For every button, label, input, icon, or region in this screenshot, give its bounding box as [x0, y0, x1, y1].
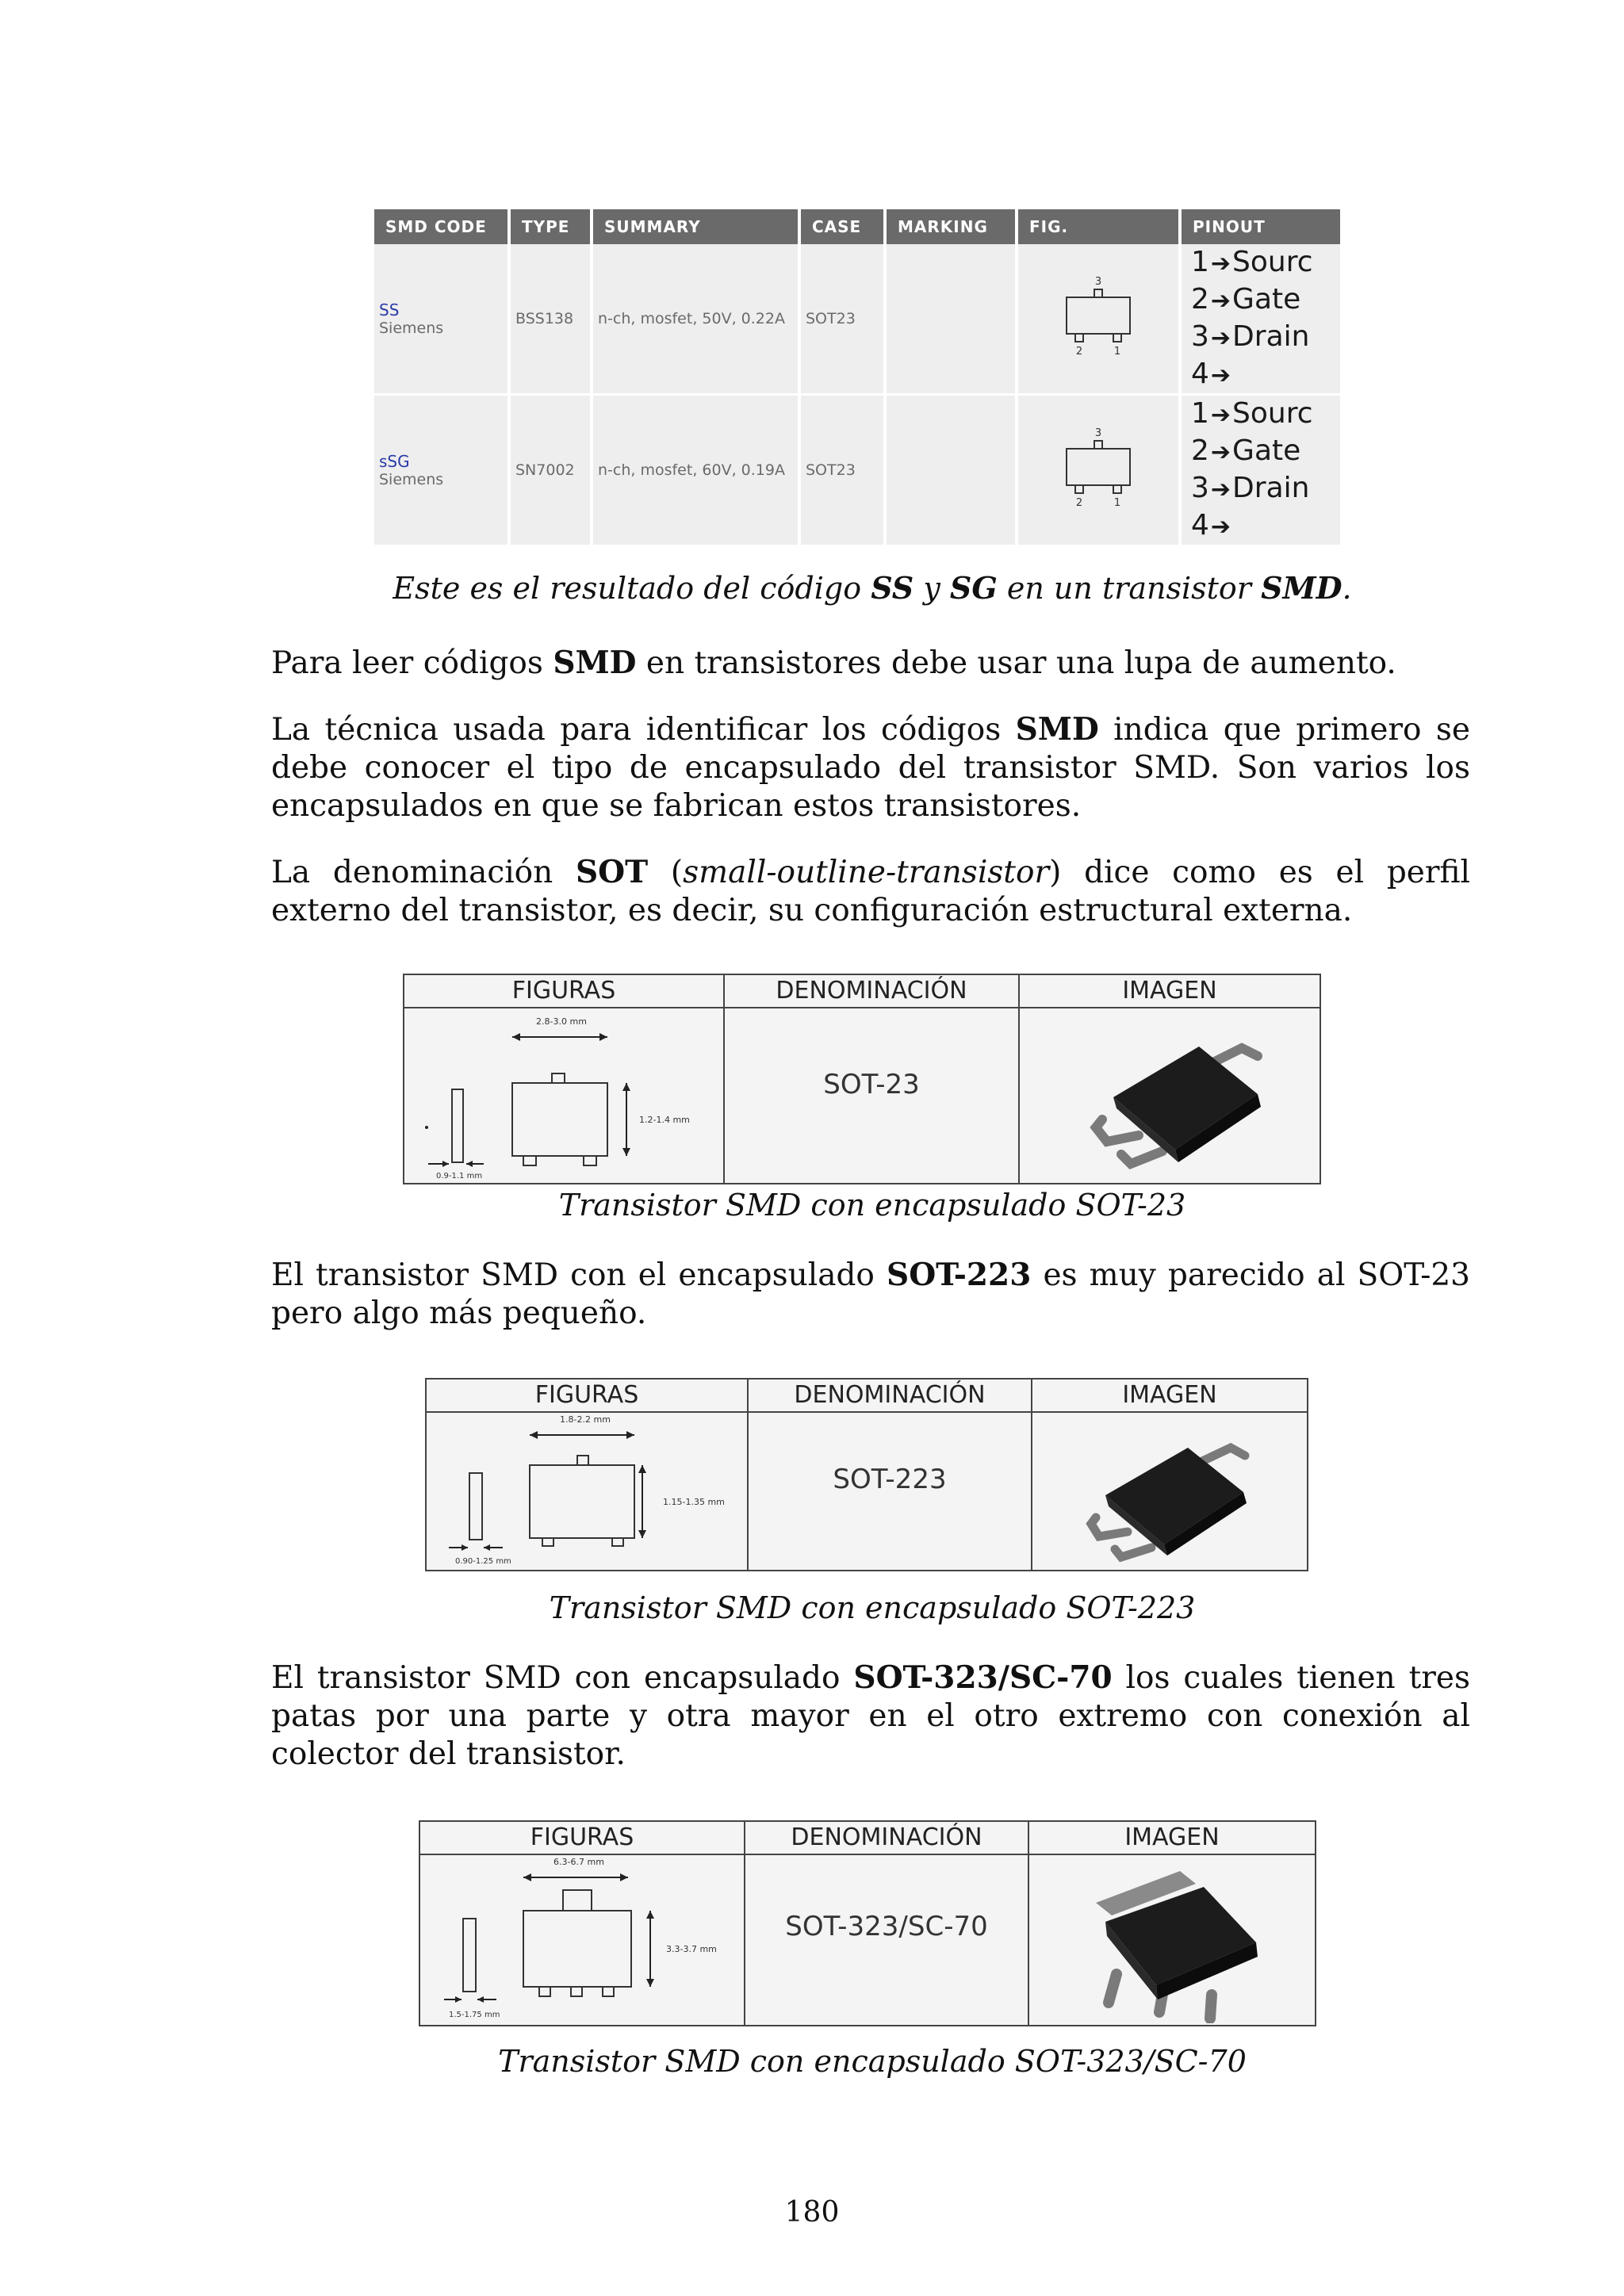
header-figuras: FIGURAS — [511, 977, 616, 1004]
fig-cell — [1017, 395, 1180, 546]
sot23-pin-diagram — [1023, 425, 1174, 512]
col-header-type: TYPE — [509, 209, 592, 244]
header-denominacion: DENOMINACIÓN — [791, 1823, 982, 1851]
marking-cell — [885, 244, 1017, 395]
header-imagen: IMAGEN — [1122, 977, 1217, 1004]
col-header-summary: SUMMARY — [592, 209, 799, 244]
header-figuras: FIGURAS — [534, 1381, 639, 1409]
package-name: SOT-23 — [823, 1069, 920, 1100]
col-header-marking: MARKING — [885, 209, 1017, 244]
paragraph: Para leer códigos SMD en transistores debe usar una lupa de aumento. — [271, 645, 1396, 681]
package-figure-sot223 — [425, 1378, 1308, 1571]
side-dimension-label: 0.9-1.1 mm — [436, 1172, 483, 1181]
figure-caption: Transistor SMD con encapsulado SOT-323/SC-70 — [498, 2044, 1247, 2079]
table-caption: Este es el resultado del código SS y SG en un transistor SMD. — [393, 570, 1352, 606]
paragraph: La técnica usada para identificar los códigos SMD indica que primero se debe conocer el tipo de encapsulado del transistor SMD. Son varios los encapsulados en que se fabrican estos transistores. — [271, 711, 1471, 824]
height-dimension-label: 1.15-1.35 mm — [663, 1497, 725, 1507]
header-imagen: IMAGEN — [1122, 1381, 1217, 1409]
arrow-icon: ➔ — [1210, 362, 1231, 389]
height-dimension-label: 3.3-3.7 mm — [666, 1944, 717, 1954]
arrow-icon: ➔ — [1210, 401, 1231, 429]
page-number: 180 — [784, 2196, 840, 2229]
pinout-item: 3➔Drain — [1191, 472, 1310, 504]
type-cell: SN7002 — [509, 395, 592, 546]
pin-label-2: 2 — [1075, 345, 1083, 358]
dimension-drawing — [404, 1008, 722, 1181]
marking-cell — [885, 395, 1017, 546]
pinout-item: 2➔Gate — [1191, 283, 1301, 316]
pinout-item: 1➔Sourc — [1191, 397, 1313, 430]
pin-label-1: 1 — [1113, 496, 1121, 509]
dimension-drawing — [420, 1855, 742, 2023]
transistor-package-image — [1029, 1855, 1315, 2023]
width-dimension-label: 2.8-3.0 mm — [536, 1016, 587, 1027]
smd-code-cell — [374, 395, 509, 546]
arrow-icon: ➔ — [1210, 324, 1231, 352]
sot23-pin-diagram — [1023, 274, 1174, 361]
smd-code: SS — [379, 300, 400, 320]
pinout-item: 2➔Gate — [1191, 434, 1301, 467]
package-name: SOT-223 — [833, 1464, 947, 1495]
pinout-item: 3➔Drain — [1191, 320, 1310, 353]
summary-cell: n-ch, mosfet, 60V, 0.19A — [592, 395, 799, 546]
paragraph: El transistor SMD con el encapsulado SOT-223 es muy parecido al SOT-23 pero algo más pequeño. — [271, 1257, 1470, 1331]
pinout-item: 4➔ — [1191, 509, 1231, 541]
manufacturer: Siemens — [379, 471, 444, 488]
header-figuras: FIGURAS — [530, 1823, 634, 1851]
arrow-icon: ➔ — [1210, 250, 1231, 277]
type-cell: BSS138 — [509, 244, 592, 395]
arrow-icon: ➔ — [1210, 438, 1231, 466]
side-dimension-label: 0.90-1.25 mm — [455, 1557, 511, 1566]
arrow-icon: ➔ — [1210, 476, 1231, 503]
pinout-cell — [1180, 244, 1342, 395]
smd-code: sSG — [379, 452, 410, 471]
height-dimension-label: 1.2-1.4 mm — [639, 1115, 690, 1125]
col-header-case: CASE — [799, 209, 885, 244]
paragraph: La denominación SOT (small-outline-transistor) dice como es el perfil externo del transistor, es decir, su configuración estructural externa. — [271, 854, 1470, 928]
smd-code-cell — [374, 244, 509, 395]
width-dimension-label: 1.8-2.2 mm — [560, 1414, 611, 1425]
manufacturer: Siemens — [379, 320, 444, 337]
figure-caption: Transistor SMD con encapsulado SOT-223 — [549, 1590, 1196, 1625]
dimension-drawing — [427, 1413, 745, 1568]
pinout-item: 1➔Sourc — [1191, 246, 1313, 278]
figure-caption: Transistor SMD con encapsulado SOT-23 — [558, 1188, 1186, 1223]
pin-label-3: 3 — [1094, 275, 1102, 288]
header-denominacion: DENOMINACIÓN — [794, 1381, 986, 1409]
smd-code-table — [374, 209, 1343, 547]
col-header-smd-code: SMD CODE — [374, 209, 509, 244]
package-figure-sot23 — [403, 974, 1321, 1184]
pinout-cell — [1180, 395, 1342, 546]
arrow-icon: ➔ — [1210, 287, 1231, 315]
transistor-package-image — [1032, 1413, 1307, 1568]
table-row — [374, 244, 1342, 395]
col-header-fig: FIG. — [1017, 209, 1180, 244]
width-dimension-label: 6.3-6.7 mm — [553, 1857, 604, 1867]
package-name: SOT-323/SC-70 — [785, 1911, 988, 1942]
header-denominacion: DENOMINACIÓN — [776, 977, 967, 1004]
summary-cell: n-ch, mosfet, 50V, 0.22A — [592, 244, 799, 395]
case-cell: SOT23 — [799, 395, 885, 546]
paragraph: El transistor SMD con encapsulado SOT-323/SC-70 los cuales tienen tres patas por una parte y otra mayor en el otro extremo con conexión al colector del transistor. — [271, 1659, 1470, 1772]
pinout-list — [1186, 396, 1335, 545]
pin-label-3: 3 — [1094, 427, 1102, 439]
side-dimension-label: 1.5-1.75 mm — [449, 2011, 500, 2019]
transistor-package-image — [1020, 1008, 1320, 1181]
smd-table-header-row — [374, 209, 1342, 244]
header-imagen: IMAGEN — [1124, 1823, 1220, 1851]
case-cell: SOT23 — [799, 244, 885, 395]
pin-label-1: 1 — [1113, 345, 1121, 358]
fig-cell — [1017, 244, 1180, 395]
pinout-list — [1186, 244, 1335, 393]
pinout-item: 4➔ — [1191, 358, 1231, 390]
col-header-pinout: PINOUT — [1180, 209, 1342, 244]
arrow-icon: ➔ — [1210, 513, 1231, 541]
table-row — [374, 395, 1342, 546]
pin-label-2: 2 — [1075, 496, 1083, 509]
package-figure-sot323 — [419, 1820, 1316, 2026]
